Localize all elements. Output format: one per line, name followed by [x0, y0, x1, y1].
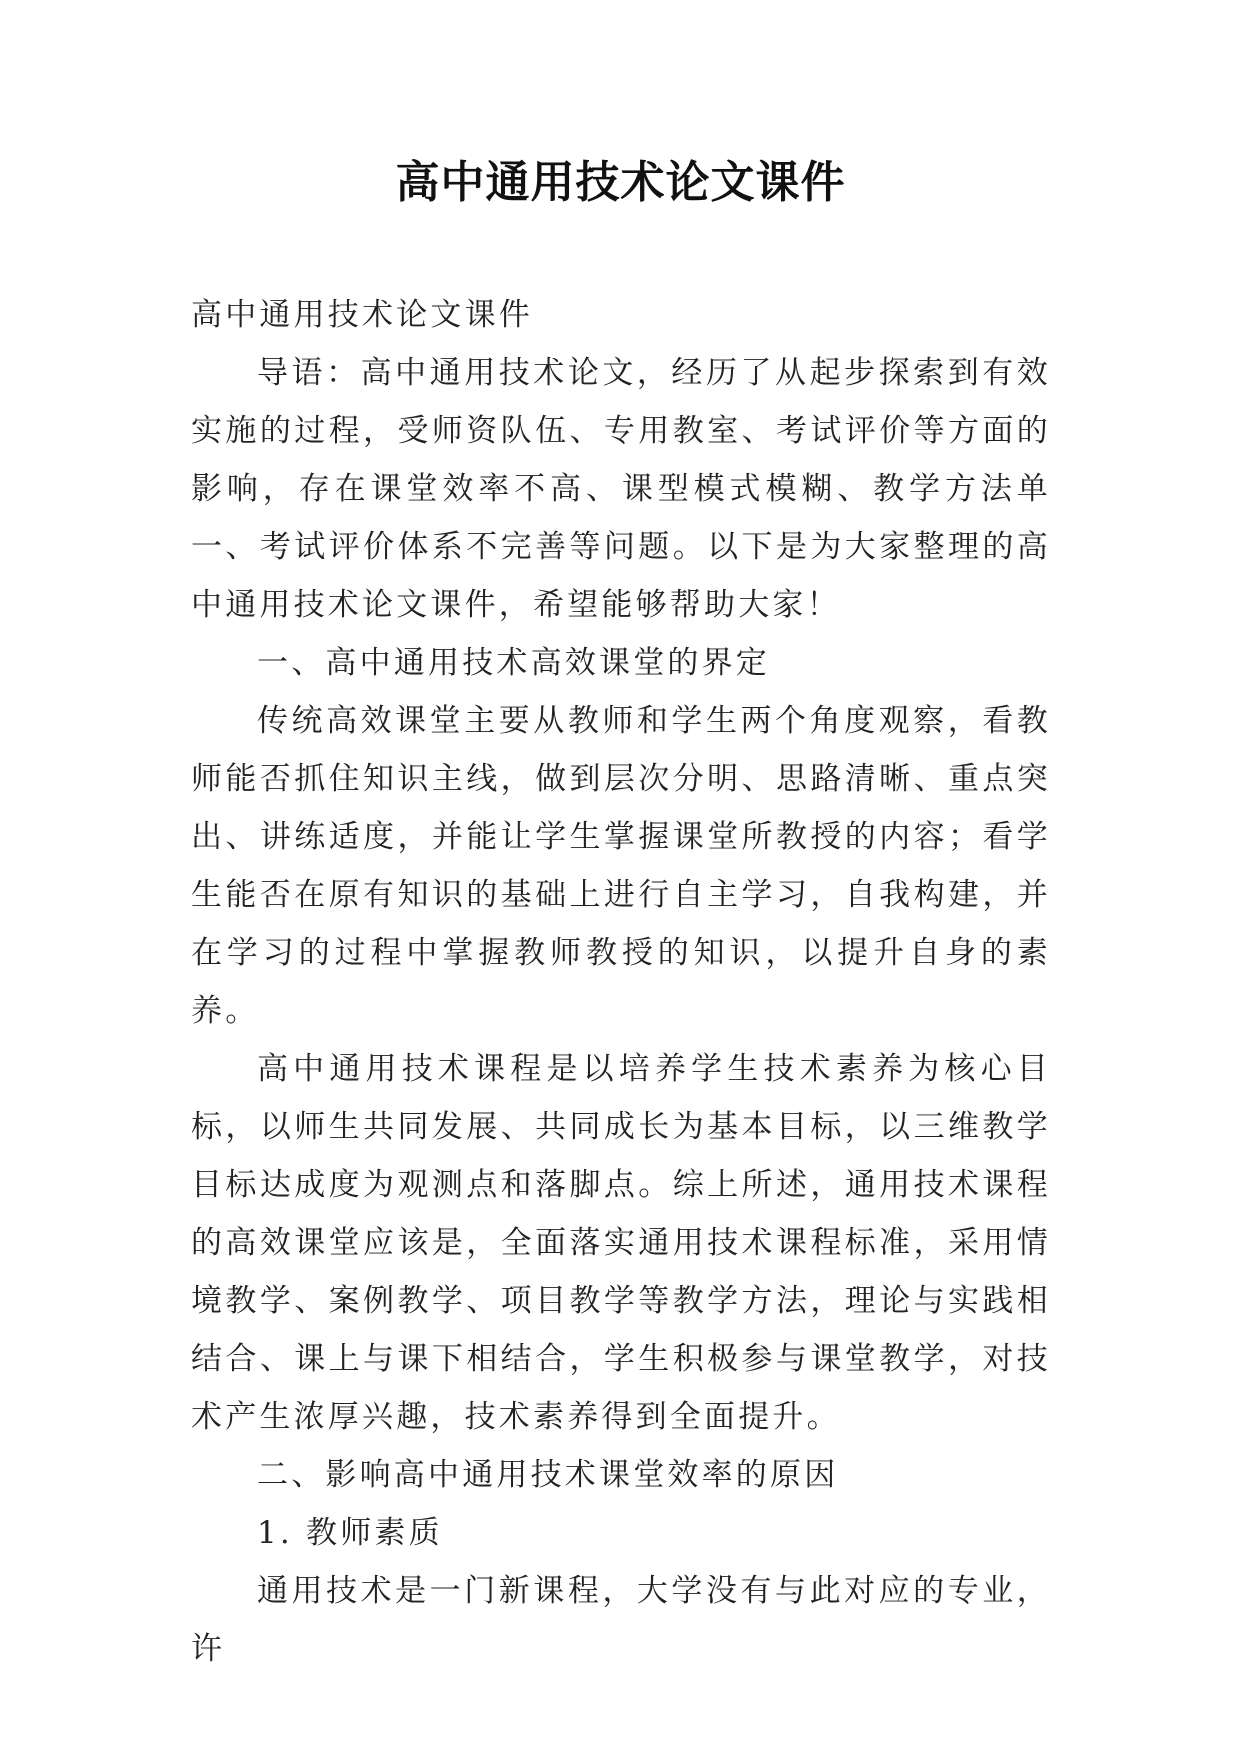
body-paragraph: 传统高效课堂主要从教师和学生两个角度观察，看教师能否抓住知识主线，做到层次分明、思路清晰、重点突出、讲练适度，并能让学生掌握课堂所教授的内容；看学生能否在原有知识的基础上进行自主学习，自我构建，并在学习的过程中掌握教师教授的知识，以提升自身的素养。: [191, 703, 1051, 1029]
section-heading-1: 一、高中通用技术高效课堂的界定: [257, 645, 770, 681]
subtitle-paragraph: 高中通用技术论文课件: [191, 297, 533, 333]
body-paragraph: 高中通用技术课程是以培养学生技术素养为核心目标，以师生共同发展、共同成长为基本目标，以三维教学目标达成度为观测点和落脚点。综上所述，通用技术课程的高效课堂应该是，全面落实通用技术课程标准，采用情境教学、案例教学、项目教学等教学方法，理论与实践相结合、课上与课下相结合，学生积极参与课堂教学，对技术产生浓厚兴趣，技术素养得到全面提升。: [191, 1051, 1051, 1435]
document-title: 高中通用技术论文课件: [395, 157, 846, 208]
body-paragraph: 通用技术是一门新课程，大学没有与此对应的专业，许: [191, 1573, 1051, 1667]
document-body: [191, 286, 1051, 1678]
subsection-heading: 1. 教师素质: [257, 1515, 443, 1551]
intro-paragraph: 导语：高中通用技术论文，经历了从起步探索到有效实施的过程，受师资队伍、专用教室、考试评价等方面的影响，存在课堂效率不高、课型模式模糊、教学方法单一、考试评价体系不完善等问题。以下是为大家整理的高中通用技术论文课件，希望能够帮助大家！: [191, 355, 1051, 623]
section-heading-2: 二、影响高中通用技术课堂效率的原因: [257, 1457, 839, 1493]
